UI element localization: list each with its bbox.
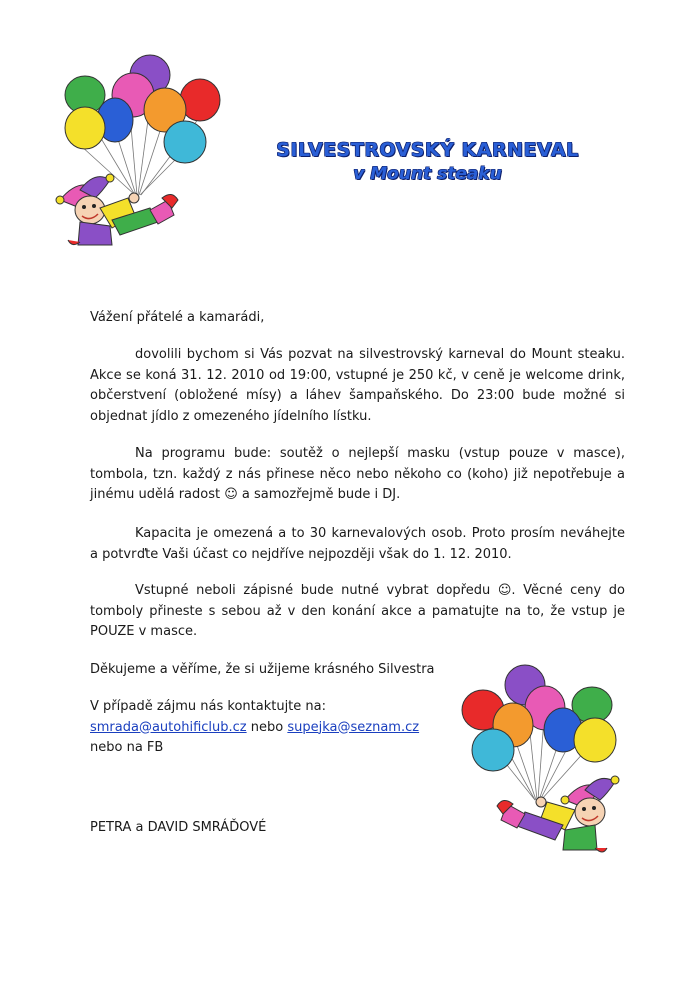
paragraph-capacity: Kapacita je omezená a to 30 karnevalových osob. Proto prosím neváhejte a potvrďte Vaši účast co nejdříve nejpozději však do 1. 12. 2010. (90, 526, 625, 562)
email-link-supejka[interactable]: supejka@seznam.cz (287, 719, 420, 735)
title-line-1: SILVESTROVSKÝ KARNEVAL (276, 139, 579, 161)
thanks-line: Děkujeme a věříme, že si užijeme krásného Silvestra (90, 662, 435, 677)
contact-connector: nebo (250, 719, 284, 735)
paragraph-invitation: dovolili bychom si Vás pozvat na silvestrovský karneval do Mount steaku. Akce se koná 31. 12. 2010 od 19:00, vstupné je 250 kč, v ceně je welcome drink, občerstvení (obložené mísy) a láhev šampaňského. Do 23:00 bude možné si objednat jídlo z omezeného jídelního lístku. (90, 347, 625, 424)
email-link-smrada[interactable]: smrada@autohificlub.cz (90, 719, 247, 735)
title-line-2: v Mount steaku (353, 164, 502, 184)
contact-block (90, 697, 450, 759)
jester-balloons-illustration-bottom (455, 660, 625, 865)
jester-balloons-illustration-top (50, 50, 230, 255)
greeting: Vážení přátelé a kamarádi, (90, 310, 265, 325)
signature: PETRA a DAVID SMRÁĎOVÉ (90, 820, 267, 835)
contact-intro: V případě zájmu nás kontaktujte na: (90, 699, 326, 714)
paragraph-entry: Vstupné neboli zápisné bude nutné vybrat dopředu ☺. Věcné ceny do tomboly přineste s sebou až v den konání akce a pamatujte na to, že vstup je POUZE v masce. (90, 583, 625, 639)
paragraph-program: Na programu bude: soutěž o nejlepší masku (vstup pouze v masce), tombola, tzn. každý z nás přinese něco nebo někoho co (koho) již nepotřebuje a jinému udělá radost ☺ a samozřejmě bude i DJ. (90, 446, 625, 502)
invitation-title (255, 138, 600, 186)
contact-facebook: nebo na FB (90, 740, 164, 755)
contact-emails-line (90, 718, 450, 739)
